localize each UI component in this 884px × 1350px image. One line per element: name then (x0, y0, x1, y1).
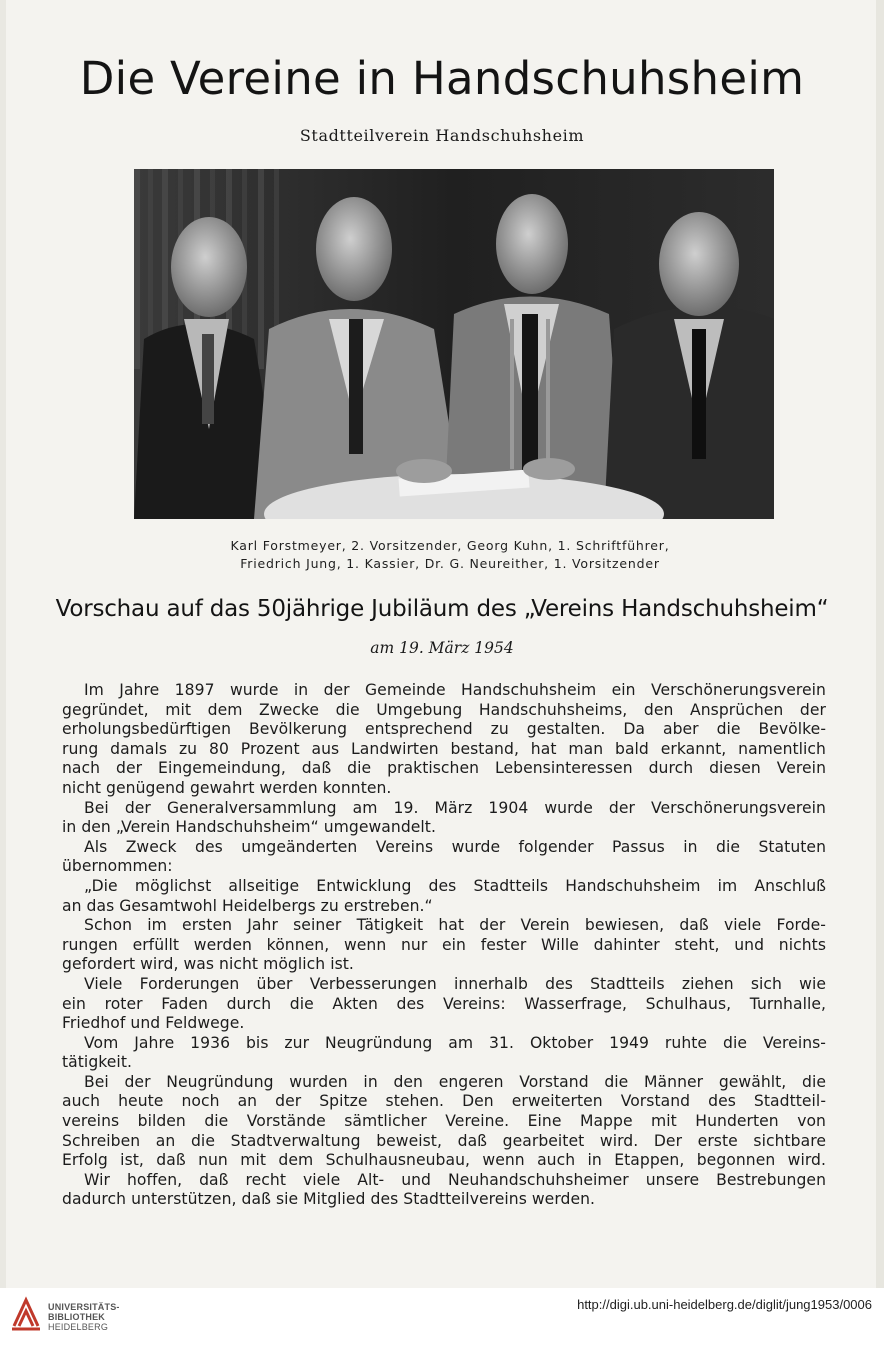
group-portrait-photo (134, 169, 774, 519)
body-line: übernommen: (62, 857, 173, 876)
body-line: an das Gesamtwohl Heidelbergs zu erstreben.“ (62, 896, 433, 915)
body-line: Erfolg ist, daß nun mit dem Schulhausneubau, wenn auch in Etappen, begonnen wird. (62, 1151, 826, 1170)
body-line: ein roter Faden durch die Akten des Vereins: Wasserfrage, Schulhaus, Turnhalle, (62, 994, 826, 1013)
photo-illustration (134, 169, 774, 519)
body-line: rung damals zu 80 Prozent aus Landwirten bestand, hat man bald erkannt, namentlich (62, 739, 826, 758)
body-line: Vom Jahre 1936 bis zur Neugründung am 31. Oktober 1949 ruhte die Vereins- (84, 1033, 826, 1052)
body-line: Schon im ersten Jahr seiner Tätigkeit hat der Verein bewiesen, daß viele Forde- (84, 916, 826, 935)
caption-line: Friedrich Jung, 1. Kassier, Dr. G. Neureither, 1. Vorsitzender (240, 556, 660, 571)
logo-line: UNIVERSITÄTS- (48, 1302, 120, 1312)
body-line: nicht genügend gewahrt werden konnten. (62, 778, 392, 797)
library-logo-text[interactable] (48, 1302, 120, 1332)
body-line: „Die möglichst allseitige Entwicklung des Stadtteils Handschuhsheim im Anschluß (84, 876, 826, 895)
university-library-logo-icon[interactable] (10, 1296, 42, 1332)
logo-line: BIBLIOTHEK (48, 1312, 105, 1322)
body-line: Friedhof und Feldwege. (62, 1014, 245, 1033)
body-line: Viele Forderungen über Verbesserungen innerhalb des Stadtteils ziehen sich wie (84, 974, 826, 993)
article-date: am 19. März 1954 (370, 639, 514, 657)
article-body (62, 681, 826, 1210)
photo-caption (130, 537, 770, 573)
body-line: vereins bilden die Vorstände sämtlicher Vereine. Eine Mappe mit Hunderten von (62, 1112, 826, 1131)
article-heading: Vorschau auf das 50jährige Jubiläum des „Vereins Handschuhsheim“ (55, 596, 829, 622)
body-line: Bei der Generalversammlung am 19. März 1904 wurde der Verschönerungsverein (84, 798, 826, 817)
body-line: tätigkeit. (62, 1053, 132, 1072)
body-line: Schreiben an die Stadtverwaltung beweist, daß gearbeitet wird. Der erste sichtbare (62, 1131, 826, 1150)
body-line: rungen erfüllt werden können, wenn nur ein fester Wille dahinter steht, und nichts (62, 935, 826, 954)
body-line: Wir hoffen, daß recht viele Alt- und Neuhandschuhsheimer unsere Bestrebungen (84, 1170, 826, 1189)
body-line: Als Zweck des umgeänderten Vereins wurde folgender Passus in die Statuten (84, 837, 826, 856)
body-line: auch heute noch an der Spitze stehen. Den erweiterten Vorstand des Stadtteil- (62, 1092, 826, 1111)
body-line: Im Jahre 1897 wurde in der Gemeinde Handschuhsheim ein Verschönerungsverein (84, 681, 826, 699)
body-line: gefordert wird, was nicht möglich ist. (62, 955, 354, 974)
page-title: Die Vereine in Handschuhsheim (79, 52, 805, 105)
body-line: in den „Verein Handschuhsheim“ umgewandelt. (62, 818, 436, 837)
body-line: dadurch unterstützen, daß sie Mitglied des Stadtteilvereins werden. (62, 1190, 596, 1209)
body-line: gegründet, mit dem Zwecke die Umgebung Handschuhsheims, den Ansprüchen der (62, 700, 826, 719)
body-line: nach der Eingemeindung, daß die praktischen Lebensinteressen durch diesen Verein (62, 759, 826, 778)
logo-line: HEIDELBERG (48, 1322, 109, 1332)
caption-line: Karl Forstmeyer, 2. Vorsitzender, Georg Kuhn, 1. Schriftführer, (230, 538, 670, 553)
section-subtitle: Stadtteilverein Handschuhsheim (299, 126, 585, 145)
permalink-url[interactable]: http://digi.ub.uni-heidelberg.de/diglit/jung1953/0006 (577, 1297, 872, 1312)
body-line: Bei der Neugründung wurden in den engeren Vorstand die Männer gewählt, die (84, 1072, 826, 1091)
body-line: erholungsbedürftigen Bevölkerung entsprechend zu gestalten. Da aber die Bevölke- (62, 720, 826, 739)
